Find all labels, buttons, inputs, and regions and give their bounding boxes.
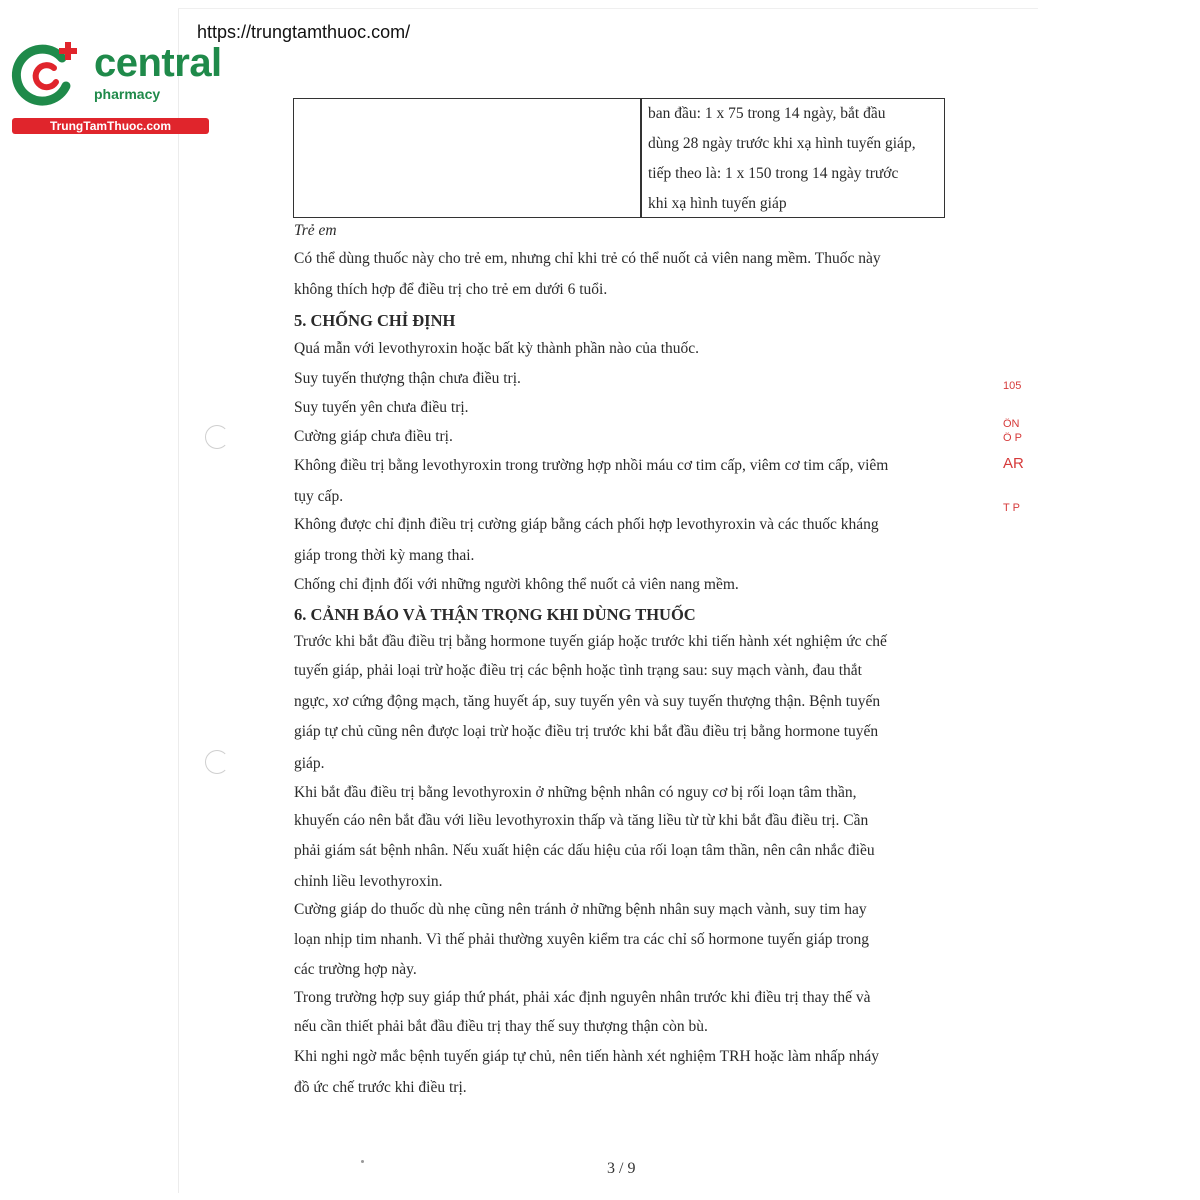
- paragraph-line: Chống chỉ định đối với những người không thể nuốt cả viên nang mềm.: [294, 576, 739, 593]
- paragraph-line: khuyến cáo nên bắt đầu với liều levothyroxin thấp và tăng liều từ từ khi bắt đầu điều trị. Cần: [294, 812, 869, 829]
- paragraph-line: Cường giáp chưa điều trị.: [294, 428, 453, 445]
- punch-hole-mark: [205, 425, 229, 449]
- paragraph-line: ngực, xơ cứng động mạch, tăng huyết áp, suy tuyến yên và suy tuyến thượng thận. Bệnh tuyến: [294, 693, 881, 710]
- paragraph-line: loạn nhịp tim nhanh. Vì thế phải thường xuyên kiểm tra các chỉ số hormone tuyến giáp trong: [294, 931, 870, 948]
- paragraph-line: giáp.: [294, 755, 325, 772]
- page-left-edge: [178, 8, 179, 1193]
- page-number: 3 / 9: [607, 1160, 636, 1177]
- table-cell-line: ban đầu: 1 x 75 trong 14 ngày, bắt đầu: [648, 105, 886, 122]
- paragraph-line: tụy cấp.: [294, 488, 344, 505]
- pharmacy-logo[interactable]: [10, 36, 222, 136]
- punch-hole-mark: [205, 750, 229, 774]
- table-cell-line: dùng 28 ngày trước khi xạ hình tuyến giáp,: [648, 135, 916, 152]
- logo-c-cross-icon: [10, 38, 82, 110]
- paragraph-line: chỉnh liều levothyroxin.: [294, 873, 443, 890]
- logo-subtitle: pharmacy: [94, 86, 161, 102]
- paragraph-line: giáp trong thời kỳ mang thai.: [294, 547, 475, 564]
- paragraph-line: nếu cần thiết phải bắt đầu điều trị thay thế suy thượng thận còn bù.: [294, 1018, 708, 1035]
- paragraph-line: Có thể dùng thuốc này cho trẻ em, nhưng chỉ khi trẻ có thể nuốt cả viên nang mềm. Thuốc này: [294, 250, 881, 267]
- table-cell-line: khi xạ hình tuyến giáp: [648, 195, 787, 212]
- paragraph-line: Cường giáp do thuốc dù nhẹ cũng nên tránh ở những bệnh nhân suy mạch vành, suy tim hay: [294, 901, 867, 918]
- paragraph-line: các trường hợp này.: [294, 961, 417, 978]
- paragraph-line: không thích hợp để điều trị cho trẻ em dưới 6 tuổi.: [294, 281, 608, 298]
- paragraph-line: Khi bắt đầu điều trị bằng levothyroxin ở những bệnh nhân có nguy cơ bị rối loạn tâm thần,: [294, 784, 857, 801]
- paragraph-line: Suy tuyến yên chưa điều trị.: [294, 399, 469, 416]
- table-cell-line: tiếp theo là: 1 x 150 trong 14 ngày trước: [648, 165, 899, 182]
- paragraph-line: phải giám sát bệnh nhân. Nếu xuất hiện các dấu hiệu của rối loạn tâm thần, nên cân nhắc điều: [294, 842, 875, 859]
- table-column-divider: [640, 99, 642, 217]
- stamp-fragment: Ô P: [1003, 432, 1022, 444]
- section-5-heading: 5. CHỐNG CHỈ ĐỊNH: [294, 311, 456, 330]
- paragraph-line: tuyến giáp, phải loại trừ hoặc điều trị các bệnh hoặc tình trạng sau: suy mạch vành, đau thắt: [294, 662, 862, 679]
- page-top-edge: [178, 8, 1038, 9]
- table-dose-cell: [648, 99, 938, 219]
- stamp-fragment: 105: [1003, 380, 1022, 392]
- stamp-fragment: AR: [1003, 455, 1024, 472]
- children-subtitle: Trẻ em: [294, 222, 337, 239]
- scan-speck: [361, 1160, 364, 1163]
- paragraph-line: Trong trường hợp suy giáp thứ phát, phải xác định nguyên nhân trước khi điều trị thay thế và: [294, 989, 871, 1006]
- site-url-link[interactable]: https://trungtamthuoc.com/: [197, 22, 411, 42]
- paragraph-line: Không được chỉ định điều trị cường giáp bằng cách phối hợp levothyroxin và các thuốc kháng: [294, 516, 879, 533]
- logo-name: central: [94, 41, 222, 85]
- section-6-heading: 6. CẢNH BÁO VÀ THẬN TRỌNG KHI DÙNG THUỐC: [294, 605, 696, 624]
- paragraph-line: Khi nghi ngờ mắc bệnh tuyến giáp tự chủ, nên tiến hành xét nghiệm TRH hoặc làm nhấp nháy: [294, 1048, 879, 1065]
- paragraph-line: giáp tự chủ cũng nên được loại trừ hoặc điều trị trước khi bắt đầu điều trị bằng hormone tuyến: [294, 723, 879, 740]
- paragraph-line: Suy tuyến thượng thận chưa điều trị.: [294, 370, 521, 387]
- paragraph-line: Trước khi bắt đầu điều trị bằng hormone tuyến giáp hoặc trước khi tiến hành xét nghiệm ức chế: [294, 633, 887, 650]
- paragraph-line: Quá mẫn với levothyroxin hoặc bất kỳ thành phần nào của thuốc.: [294, 340, 700, 357]
- logo-domain-bar: TrungTamThuoc.com: [12, 118, 209, 134]
- stamp-fragment: ÔN: [1003, 418, 1020, 430]
- paragraph-line: đồ ức chế trước khi điều trị.: [294, 1079, 467, 1096]
- stamp-fragment: T P: [1003, 502, 1020, 514]
- dosage-table: [293, 98, 945, 218]
- paragraph-line: Không điều trị bằng levothyroxin trong trường hợp nhồi máu cơ tim cấp, viêm cơ tim cấp, viêm: [294, 457, 889, 474]
